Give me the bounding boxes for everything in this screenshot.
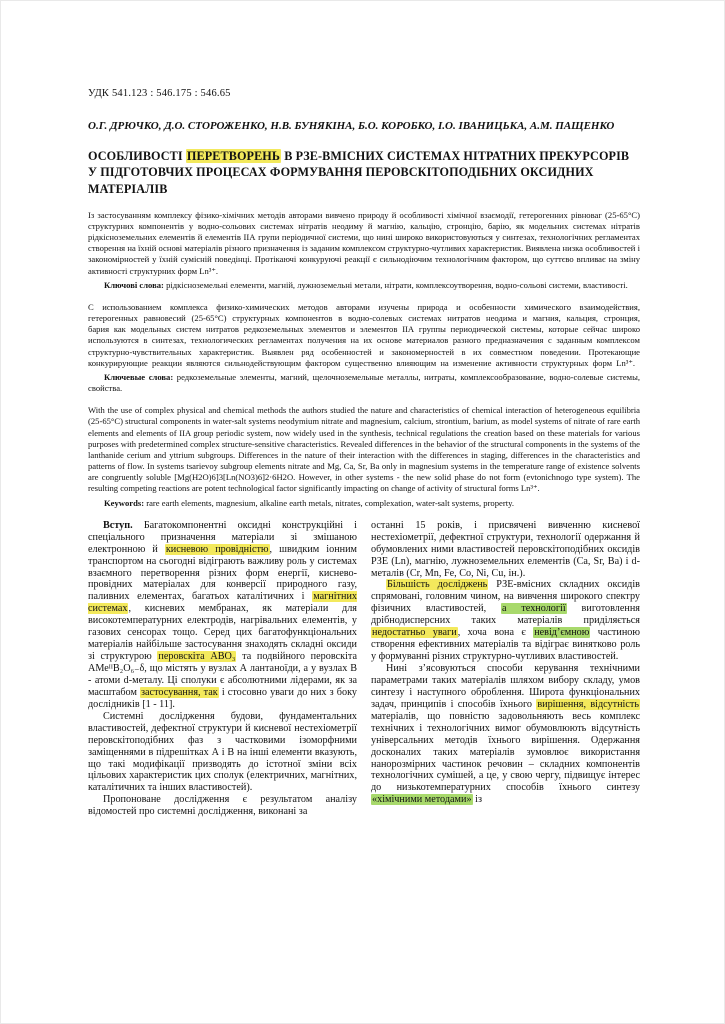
body-paragraph: Системні дослідження будови, фундаментальних властивостей, дефектної структури й кисневої нестехіометрії перовскітоподібних фаз з частковими ізоморфними заміщеннями в підрешітках А і В на інші елементи вказують, що такі модифікації призводять до істотної зміни всіх цільових характеристик цих сполук (електричних, магнітних, каталітичних та інших властивостей). [88, 710, 357, 794]
body-paragraph: Пропоноване дослідження є результатом аналізу відомостей про системні дослідження, виконані за [88, 794, 357, 818]
authors-line: О.Г. ДРЮЧКО, Д.О. СТОРОЖЕНКО, Н.В. БУНЯКІНА, Б.О. КОРОБКО, І.О. ІВАНИЦЬКА, А.М. ПАЩЕНКО [88, 120, 615, 132]
body-paragraph-continuation: останні 15 років, і присвячені вивченню кисневої нестехіометрії, дефектної структури, технології одержання й обумовлених ними властивостей перовскітоподібних оксидів РЗЕ (Ln), магнію, лужноземельних елементів (Ca, Sr, Ba) і d-металів (Cr, Mn, Fe, Co, Ni, Cu, ін.). [371, 519, 640, 579]
abstract-english: With the use of complex physical and chemical methods the authors studied the nature and characteristics of chemical interaction of heterogeneous equilibria (25-65°С) structural components in water-salt systems neodymium nitrate and magnesium, calcium, strontium, barium, as model systems of nitrate of rare earth elements and elements of IIA group periodic system, now widely used in the synthesis, technical regulations the creation based on these materials for various purposes with predetermined complex structure-sensitive characteristics. Revealed differences in the behavior of the structural components in the systems of the lanthanide cerium and yttrium subgroups. Differences in the nature of their interaction with the differences in staging, differences in the characteristics and patterns of flow. In systems tsarievoy subgroup elements nitrate and Mg, Ca, Sr, Ba only in magnesium systems in the temperature range of existence solvents are congruently soluble [Mg(H2O)6]3[Ln(NO3)6]2·6H2O. However, in other systems - the new solid phase do not form (evtonichnogo type system). The resulting competing reactions are potent technological factor significantly impacting on change of activity of structural forms Ln³⁺. [88, 405, 640, 494]
ocr-highlight: недостатньо уваги [372, 627, 457, 639]
two-column-body [88, 520, 640, 818]
ocr-highlight: застосування, так [141, 686, 218, 698]
body-paragraph-intro [88, 520, 357, 711]
ocr-highlight: «хімічними методами» [372, 794, 472, 806]
body-paragraph: Нині з’ясовуються способи керування технічними параметрами таких матеріалів шляхом вибору складу, умов синтезу і наступного оброблення. Широта функціональних задач, принципів і способів їхнього вирішення, відсутність матеріалів, що повністю задовольняють весь комплекс технічних і технологічних вимог обумовлюють відсутність універсальних методів їхнього вирішення. Одержання досконалих таких матеріалів зумовлює використання нанорозмірних частинок речовин – складних компонентів технологічних сумішей, а це, у свою чергу, підвищує інтерес до низькотемпературних способів їхнього синтезу «хімічними методами» із [371, 663, 640, 806]
ocr-highlight: а технології [502, 603, 566, 615]
abstract-ukrainian: Із застосуванням комплексу фізико-хімічних методів авторами вивчено природу й особливості хімічної взаємодії, гетерогенних рівноваг (25-65°С) структурних компонентів у водно-сольових системах нітратів неодиму й магнію, кальцію, стронцію, барію, як модельних системах нітратів рідкісноземельних елементів й елементів ІІА групи періодичної системи, що нині широко використовуються у синтезах, технологічних регламентах створення на їхній основі матеріалів різного призначення із заданим комплексом структурно-чутливих характеристик. Виявлена низка особливостей і закономірностей у їхній сумісній поведінці. Протікаючі конкуруючі реакції є сильнодіючим технологічним фактором, що суттєво впливає на зміну активності структурних форм Ln³⁺. [88, 209, 640, 276]
ocr-highlight: Більшість досліджень [387, 579, 488, 591]
ocr-highlight: ПЕРЕТВОРЕНЬ [186, 149, 281, 164]
keywords-text-ru: редкоземельные элементы, магний, щелочноземельные металлы, нитраты, комплексообразование, водно-солевые системы, свойства. [88, 371, 640, 394]
ocr-highlight: невід’ємною [534, 627, 590, 639]
ocr-highlight: перовскіта АВО₃ [158, 651, 236, 663]
left-column [88, 520, 357, 818]
keywords-russian [88, 372, 640, 394]
keywords-label-ru: Ключевые слова: [104, 371, 174, 382]
body-paragraph: Більшість досліджень РЗЕ-вмісних складних оксидів спрямовані, головним чином, на вивчення широкого спектру фізичних властивостей, а технології виготовлення дрібнодисперсних таких матеріалів приділяється недостатньо уваги, хоча вона є невід’ємною частиною створення ефективних матеріалів та відіграє винятково роль у формуванні різних структурно-чутливих властивостей. [371, 579, 640, 663]
udc-code: УДК 541.123 : 546.175 : 546.65 [88, 88, 231, 99]
keywords-text-en: rare earth elements, magnesium, alkaline earth metals, nitrates, complexation, water-salt systems, property. [144, 497, 514, 508]
abstract-russian: С использованием комплекса физико-химических методов авторами изучены природа и особенности химического взаимодействия, гетерогенных равновесий (25-65°С) структурных компонентов в водно-солевых системах нитратов неодима и магния, кальция, стронция, бария как модельных систем нитратов редкоземельных элементов и элементов ІІА группы периодической системы, которые сейчас широко используются в синтезах, технологических регламентах получения на их основе материалов разного предназначения с заданным комплексом структурно-чувствительных характеристик. Выявлен ряд особенностей и закономерностей в их совместном поведении. Протекающие конкурирующие реакции являются сильнодействующим фактором существенно влияющим на изменение активности структурных форм Ln³⁺. [88, 301, 640, 368]
page-content [88, 88, 640, 818]
right-column [371, 520, 640, 818]
intro-lead-word: Вступ. [103, 519, 133, 531]
ocr-highlight: кисневою провідністю [165, 543, 269, 555]
keywords-english [88, 498, 640, 509]
ocr-highlight: магнітних системах [88, 591, 357, 615]
paper-title: ОСОБЛИВОСТІ ПЕРЕТВОРЕНЬ В РЗЕ-ВМІСНИХ СИСТЕМАХ НІТРАТНИХ ПРЕКУРСОРІВ У ПІДГОТОВЧИХ ПРОЦЕСАХ ФОРМУВАННЯ ПЕРОВСКІТОПОДІБНИХ ОКСИДНИХ МАТЕРІАЛІВ [88, 149, 630, 196]
keywords-label-en: Keywords: [104, 497, 145, 508]
intro-paragraph-text: Багатокомпонентні оксидні конструкційні і спеціального призначення матеріали зі змішаною електронною й кисневою провідністю, швидким іонним транспортом на сьогодні відіграють важливу роль у системах взаємного перетворення різних форм енергії, киснево-провідних матеріалах для конверсії природного газу, паливних елементах, багатьох каталітичних і магнітних системах, кисневих мембранах, як матеріали для високотемпературних електродів, нагрівальних елементів, у газових сенсорах тощо. Серед цих багатофункціональних матеріалів найбільше застосування знаходять складні оксиди зі структурою перовскіта АВО₃ та подвійного перовскіта АМеᴵᴵВ₂О₆₋δ, що містять у вузлах А лантаноїди, а у вузлах В - атоми d-металу. Ці сполуки є абсолютними лідерами, як за масштабом застосування, так і стосовно уваги до них з боку дослідників [1 - 11]. [88, 519, 357, 710]
keywords-label-uk: Ключові слова: [104, 279, 164, 290]
keywords-text-uk: рідкісноземельні елементи, магній, лужноземельні метали, нітрати, комплексоутворення, водно-сольові системи, властивості. [163, 279, 628, 290]
ocr-highlight: вирішення, відсутність [537, 698, 639, 710]
keywords-ukrainian [88, 280, 640, 291]
